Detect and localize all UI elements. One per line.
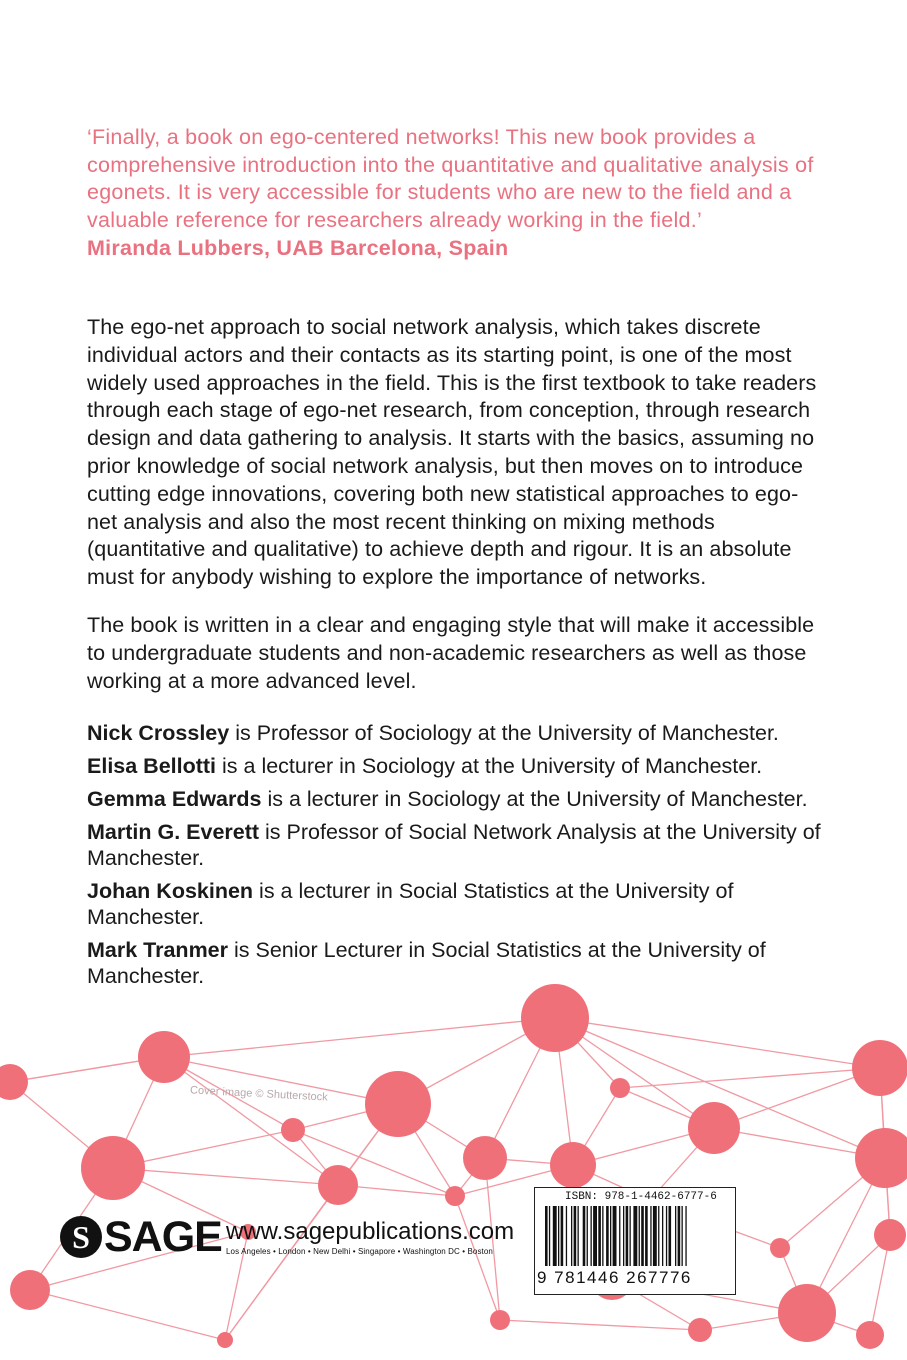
author-name: Elisa Bellotti	[87, 754, 217, 778]
network-node	[550, 1142, 596, 1188]
barcode-bar	[583, 1206, 586, 1266]
barcode-bar	[678, 1206, 681, 1266]
network-node	[463, 1136, 507, 1180]
isbn-label: ISBN: 978-1-4462-6777-6	[565, 1191, 717, 1203]
barcode-bar	[650, 1206, 651, 1266]
barcode-bar	[682, 1206, 683, 1266]
network-node	[610, 1078, 630, 1098]
network-node	[0, 1064, 28, 1100]
network-node	[10, 1270, 50, 1310]
barcode-bar	[566, 1206, 567, 1266]
network-node	[874, 1219, 906, 1251]
network-edge	[555, 1018, 880, 1068]
network-node	[856, 1321, 884, 1349]
barcode-bar	[653, 1206, 657, 1266]
network-edge	[30, 1290, 225, 1340]
barcode-bar	[610, 1206, 611, 1266]
barcode-bar	[619, 1206, 620, 1266]
author-description: is a lecturer in Sociology at the University of Manchester.	[261, 787, 808, 811]
network-node	[81, 1136, 145, 1200]
barcode-bar	[645, 1206, 648, 1266]
barcode-bar	[549, 1206, 550, 1266]
network-node	[445, 1186, 465, 1206]
author-name: Nick Crossley	[87, 721, 230, 745]
network-node	[365, 1071, 431, 1137]
barcode-bar	[591, 1206, 592, 1266]
network-node	[770, 1238, 790, 1258]
network-node	[778, 1284, 836, 1342]
barcode-bar	[639, 1206, 640, 1266]
author-description: is Professor of Social Network Analysis at the University of Manchester.	[87, 820, 821, 870]
description-paragraph: The ego-net approach to social network analysis, which takes discrete individual actors and their contacts as its starting point, is one of the most widely used approaches in the field. This is the first textbook to take readers through each stage of ego-net research, from conception, through research design and data gathering to analysis. It starts with the basics, assuming no prior knowledge of social network analysis, but then moves on to introduce cutting edge innovations, covering both new statistical approaches to ego-net analysis and also the most recent thinking on mixing methods (quantitative and qualitative) to achieve depth and rigour. It is an absolute must for anybody wishing to explore the importance of networks.	[87, 315, 817, 590]
network-edge	[164, 1057, 338, 1185]
network-node	[855, 1128, 907, 1188]
barcode-bar	[633, 1206, 637, 1266]
barcode-bar	[630, 1206, 631, 1266]
barcode-bar	[606, 1206, 609, 1266]
quote-attribution: Miranda Lubbers, UAB Barcelona, Spain	[87, 235, 509, 260]
barcode-bar	[593, 1206, 597, 1266]
barcode-bar	[658, 1206, 659, 1266]
author-bio	[87, 937, 827, 989]
barcode-bar	[685, 1206, 686, 1266]
barcode-bar	[641, 1206, 644, 1266]
network-edge	[164, 1018, 555, 1057]
barcode-bar	[553, 1206, 557, 1266]
barcode-bar	[623, 1206, 624, 1266]
barcode-bar	[574, 1206, 577, 1266]
barcode-bar	[626, 1206, 629, 1266]
network-edge	[500, 1320, 700, 1330]
author-bio	[87, 753, 827, 779]
author-bio	[87, 878, 827, 930]
author-description: is a lecturer in Sociology at the University of Manchester.	[216, 754, 763, 778]
barcode-digits: 9 781446 267776	[537, 1268, 692, 1287]
author-bios	[87, 720, 827, 996]
barcode-bar	[675, 1206, 676, 1266]
description-paragraph: The book is written in a clear and engaging style that will make it accessible to undergraduate students and non-academic researchers as well as those working at a more advanced level.	[87, 612, 815, 693]
author-name: Martin G. Everett	[87, 820, 260, 844]
sage-s-icon: S	[60, 1216, 102, 1258]
publisher-website[interactable]: www.sagepublications.com	[226, 1218, 515, 1245]
sage-logo	[60, 1215, 222, 1259]
network-edge	[455, 1196, 500, 1320]
network-node	[318, 1165, 358, 1205]
barcode-bar	[587, 1206, 588, 1266]
barcode-bar	[598, 1206, 601, 1266]
endorsement-quote	[87, 124, 822, 263]
barcode-bar	[578, 1206, 579, 1266]
network-edge	[113, 1168, 338, 1185]
barcode-bar	[561, 1206, 564, 1266]
network-edge	[620, 1068, 880, 1088]
network-node	[217, 1332, 233, 1348]
sage-logo-text: SAGE	[104, 1213, 222, 1261]
author-bio	[87, 819, 827, 871]
barcode-bar	[666, 1206, 667, 1266]
network-node	[281, 1118, 305, 1142]
network-node	[688, 1318, 712, 1342]
barcode-icon	[537, 1206, 733, 1268]
author-name: Mark Tranmer	[87, 938, 229, 962]
book-description	[87, 314, 822, 715]
author-description: is Professor of Sociology at the University of Manchester.	[229, 721, 779, 745]
barcode-bar	[571, 1206, 572, 1266]
network-node	[688, 1102, 740, 1154]
publisher-cities: Los Angeles • London • New Delhi • Singapore • Washington DC • Boston	[226, 1247, 493, 1256]
network-node	[138, 1031, 190, 1083]
barcode-bar	[558, 1206, 559, 1266]
network-node	[490, 1310, 510, 1330]
network-edge	[293, 1130, 455, 1196]
cover-image-credit: Cover image © Shutterstock	[189, 1084, 328, 1104]
barcode-bar	[602, 1206, 603, 1266]
barcode-bar	[669, 1206, 672, 1266]
author-name: Gemma Edwards	[87, 787, 262, 811]
barcode-bar	[613, 1206, 617, 1266]
quote-text: ‘Finally, a book on ego-centered networks! This new book provides a comprehensive introduction into the quantitative and qualitative analysis of egonets. It is very accessible for students who are new to the field and a valuable reference for researchers already working in the field.’	[87, 125, 814, 233]
barcode-bar	[662, 1206, 663, 1266]
author-bio	[87, 720, 827, 746]
author-name: Johan Koskinen	[87, 879, 254, 903]
network-node	[852, 1040, 907, 1096]
author-description: is a lecturer in Social Statistics at the University of Manchester.	[87, 879, 734, 929]
author-bio	[87, 786, 827, 812]
barcode-bar	[545, 1206, 548, 1266]
author-description: is Senior Lecturer in Social Statistics at the University of Manchester.	[87, 938, 766, 988]
isbn-barcode	[534, 1187, 736, 1295]
